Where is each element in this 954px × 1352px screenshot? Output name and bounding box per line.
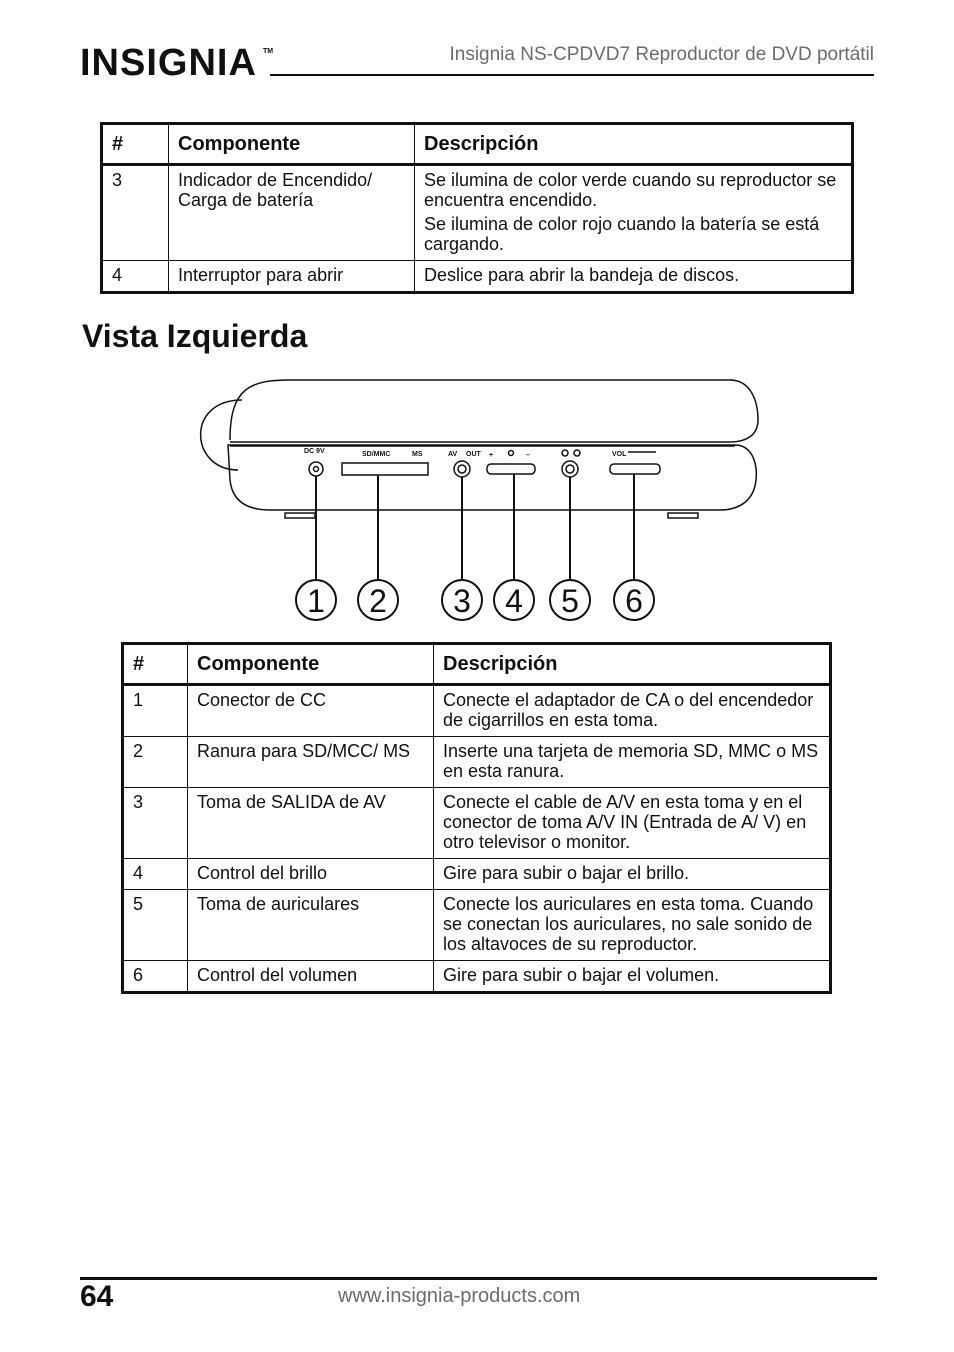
top-component-table <box>100 122 854 294</box>
header-number: # <box>123 644 188 685</box>
section-title: Vista Izquierda <box>82 318 308 354</box>
footer-rule <box>80 1277 877 1280</box>
brightness-icon <box>509 451 514 456</box>
table-header-row <box>123 644 831 685</box>
table-row <box>123 685 831 737</box>
page-number: 64 <box>80 1280 114 1313</box>
table-row <box>102 165 853 261</box>
vol-label: VOL <box>612 451 627 458</box>
ms-label: MS <box>412 451 423 458</box>
header-description: Descripción <box>434 644 831 685</box>
description-paragraph: Se ilumina de color rojo cuando la batería se está cargando. <box>424 214 820 254</box>
row-component: Interruptor para abrir <box>169 261 415 293</box>
device-foot <box>285 513 315 518</box>
row-component: Ranura para SD/MCC/ MS <box>188 737 434 788</box>
table-header-row <box>102 124 853 165</box>
header-description: Descripción <box>415 124 853 165</box>
header-number: # <box>102 124 169 165</box>
table-row <box>123 961 831 993</box>
row-component: Control del brillo <box>188 859 434 890</box>
sd-mmc-label: SD/MMC <box>362 451 391 458</box>
description-paragraph: Se ilumina de color verde cuando su reproductor se encuentra encendido. <box>424 170 837 210</box>
av-out-jack <box>454 461 470 477</box>
device-lid <box>230 380 758 442</box>
insignia-logo <box>80 40 274 88</box>
row-description: Inserte una tarjeta de memoria SD, MMC o MS en esta ranura. <box>434 737 831 788</box>
row-description: Gire para subir o bajar el brillo. <box>434 859 831 890</box>
row-number: 5 <box>123 890 188 961</box>
logo-text: INSIGNIA <box>80 42 257 84</box>
header-rule <box>270 74 874 76</box>
speaker-icon <box>574 450 580 456</box>
card-slot <box>342 463 428 475</box>
plus-label: + <box>489 452 494 459</box>
row-description <box>415 165 853 261</box>
row-description: Conecte el cable de A/V en esta toma y en el conector de toma A/V IN (Entrada de A/ V) en otro televisor o monitor. <box>434 788 831 859</box>
row-description: Conecte el adaptador de CA o del encendedor de cigarrillos en esta toma. <box>434 685 831 737</box>
callout-number: 5 <box>561 583 579 619</box>
row-component: Toma de auriculares <box>188 890 434 961</box>
callout-number: 3 <box>453 583 471 619</box>
row-description: Gire para subir o bajar el volumen. <box>434 961 831 993</box>
row-description: Deslice para abrir la bandeja de discos. <box>415 261 853 293</box>
footer-url: www.insignia-products.com <box>338 1285 581 1307</box>
callout-number: 6 <box>625 583 643 619</box>
brightness-wheel <box>487 464 535 474</box>
header-component: Componente <box>169 124 415 165</box>
row-number: 3 <box>102 165 169 261</box>
row-component: Control del volumen <box>188 961 434 993</box>
row-component: Indicador de Encendido/ Carga de batería <box>169 165 415 261</box>
header-title: Insignia NS-CPDVD7 Reproductor de DVD portátil <box>449 44 874 65</box>
dc-label: DC 9V <box>304 448 325 455</box>
row-number: 4 <box>102 261 169 293</box>
callout-number: 2 <box>369 583 387 619</box>
table-row <box>123 788 831 859</box>
minus-label: – <box>526 452 530 459</box>
row-number: 2 <box>123 737 188 788</box>
left-view-component-table <box>121 642 832 994</box>
logo-trademark: TM <box>263 48 274 55</box>
out-label: OUT <box>466 451 481 458</box>
volume-wheel <box>610 464 660 474</box>
callout-number: 4 <box>505 583 523 619</box>
row-component: Conector de CC <box>188 685 434 737</box>
table-row <box>102 261 853 293</box>
row-number: 1 <box>123 685 188 737</box>
row-number: 3 <box>123 788 188 859</box>
row-number: 6 <box>123 961 188 993</box>
row-number: 4 <box>123 859 188 890</box>
device-foot <box>668 513 698 518</box>
table-row <box>123 737 831 788</box>
table-row <box>123 859 831 890</box>
header-component: Componente <box>188 644 434 685</box>
callout-number: 1 <box>307 583 325 619</box>
table-row <box>123 890 831 961</box>
row-component: Toma de SALIDA de AV <box>188 788 434 859</box>
hinge-bump <box>201 400 242 470</box>
row-description: Conecte los auriculares en esta toma. Cuando se conectan los auriculares, no sale sonido de los altavoces de su reproductor. <box>434 890 831 961</box>
headphone-jack <box>562 461 578 477</box>
dc-jack <box>309 462 323 476</box>
av-label: AV <box>448 451 458 458</box>
left-side-view-diagram <box>190 370 770 632</box>
headphone-icon <box>562 450 568 456</box>
